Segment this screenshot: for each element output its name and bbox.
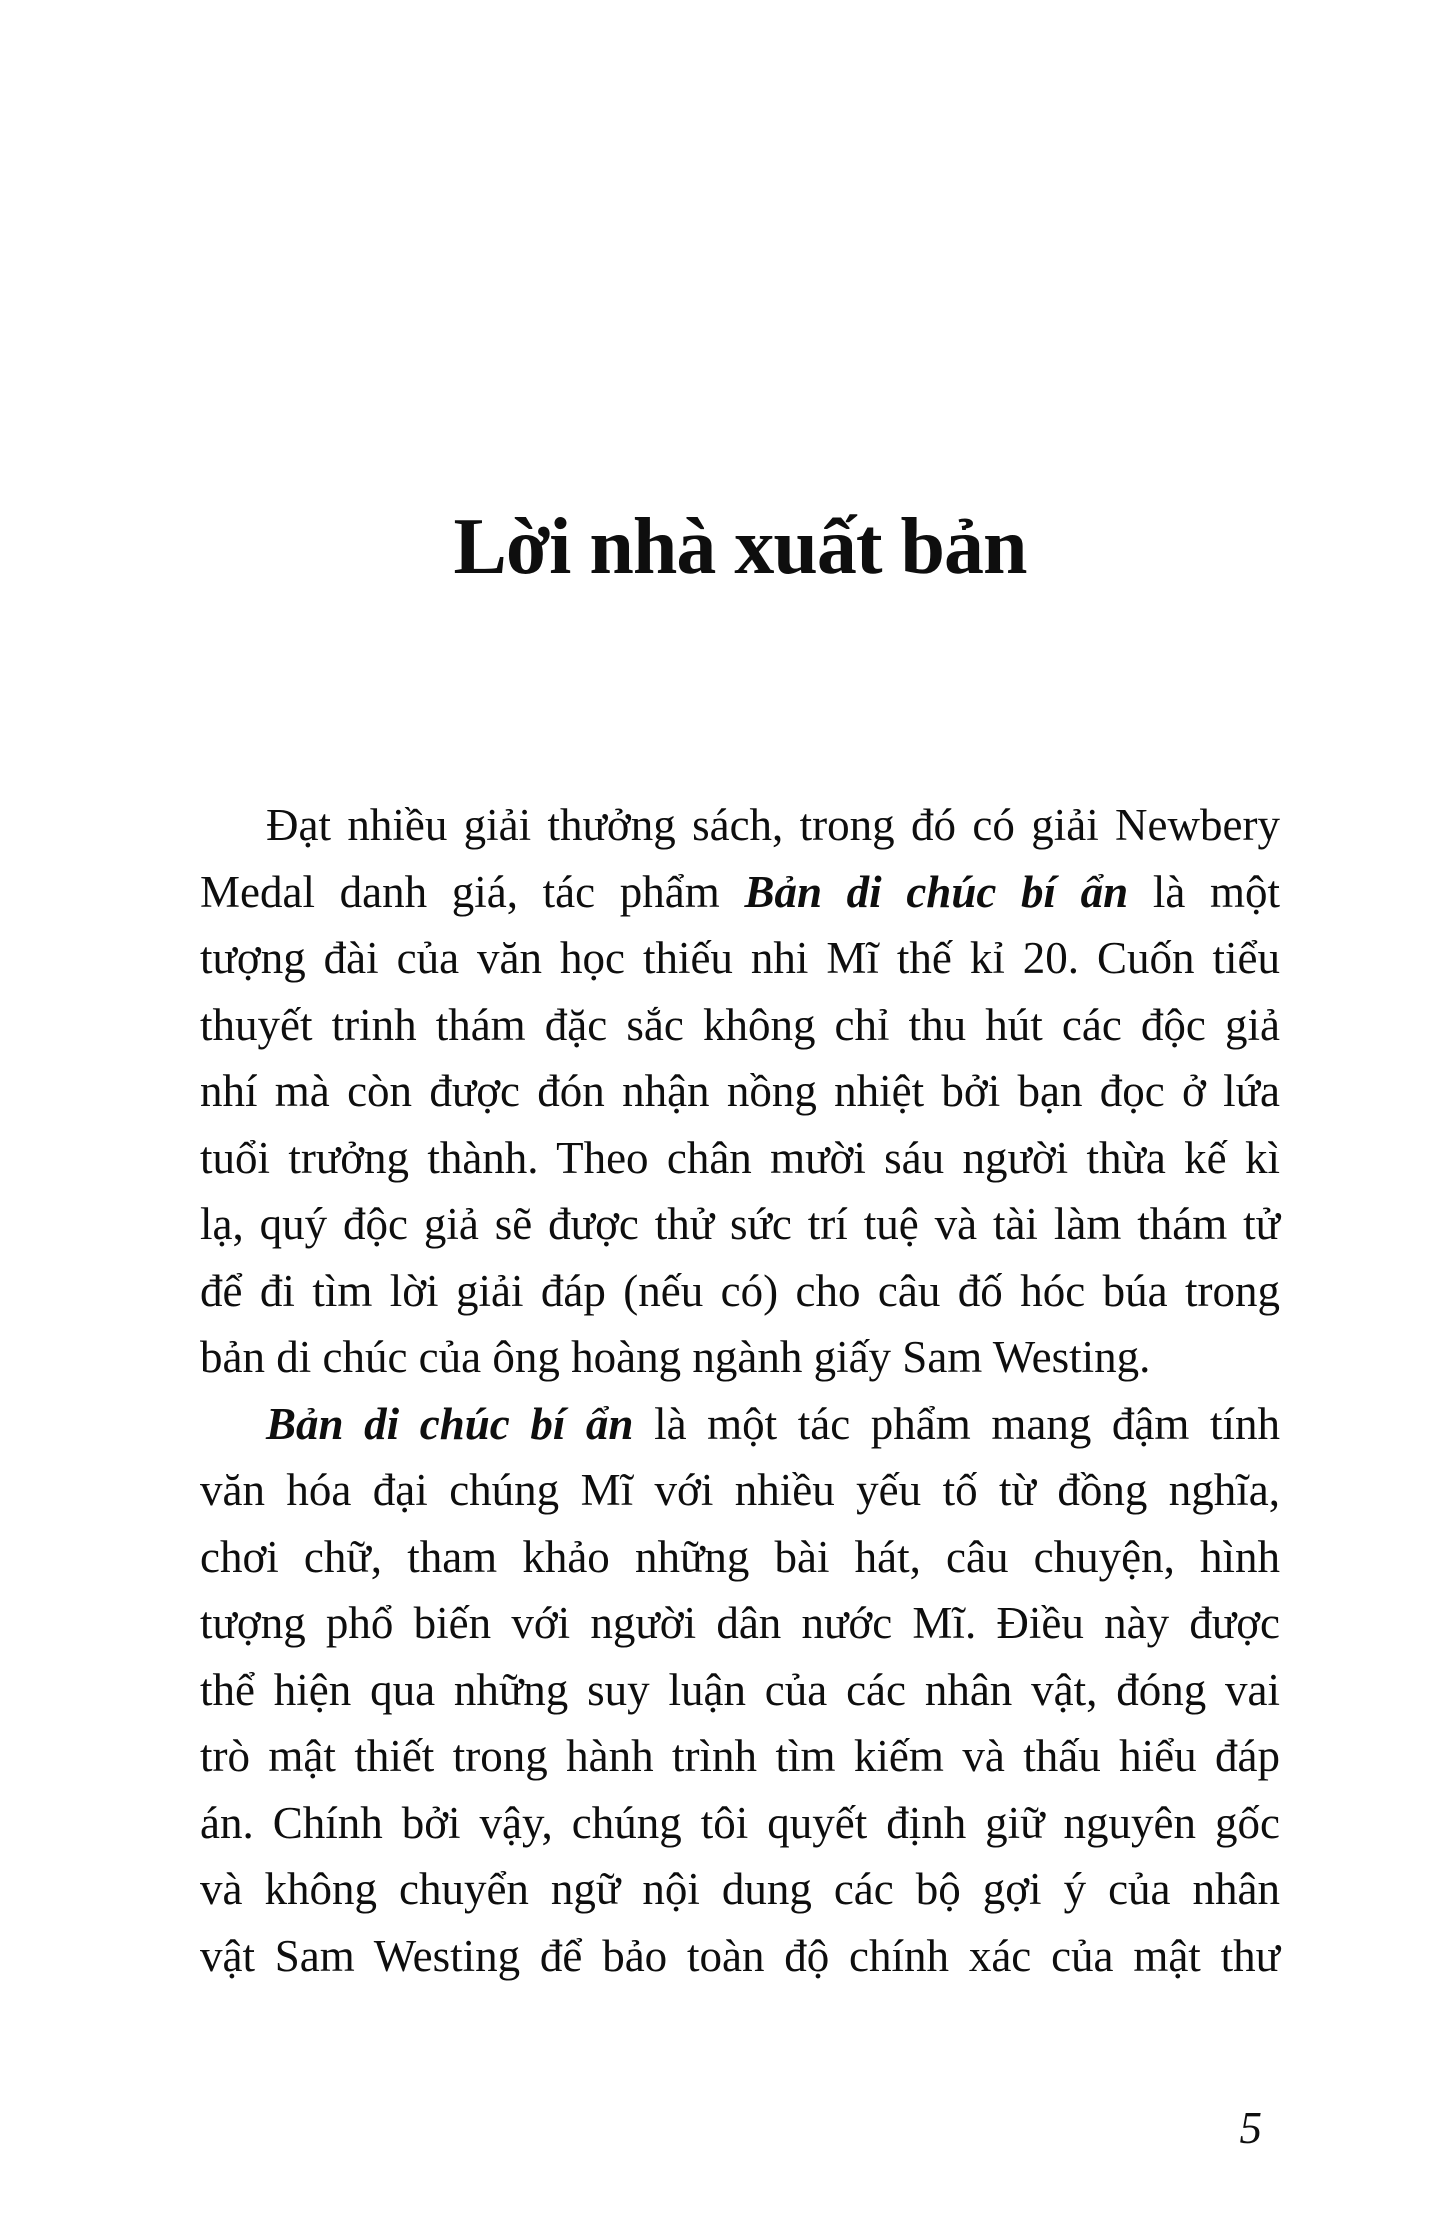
body-line — [200, 859, 1280, 926]
body-line — [200, 1657, 1280, 1724]
body-line-text: vật Sam Westing để bảo toàn độ chính xác của mật thư — [200, 1930, 1280, 1981]
body-line — [200, 1324, 1280, 1391]
body-line — [200, 992, 1280, 1059]
body-line — [200, 1258, 1280, 1325]
body-line-text: thuyết trinh thám đặc sắc không chỉ thu hút các độc giả — [200, 999, 1280, 1050]
body-line-text: là một tác phẩm mang đậm tính — [633, 1398, 1280, 1449]
body-line — [200, 1856, 1280, 1923]
body-line-text: thể hiện qua những suy luận của các nhân vật, đóng vai — [200, 1664, 1280, 1715]
body-line — [200, 1524, 1280, 1591]
body-line-text: và không chuyển ngữ nội dung các bộ gợi ý của nhân — [200, 1864, 1280, 1914]
body-line-text: tuổi trưởng thành. Theo chân mười sáu người thừa kế kì — [200, 1132, 1280, 1183]
body-line — [200, 1790, 1280, 1857]
body-line-text: Medal danh giá, tác phẩm — [200, 866, 745, 917]
body-line — [200, 1590, 1280, 1657]
page-number: 5 — [1239, 2103, 1262, 2153]
body-line-text: bản di chúc của ông hoàng ngành giấy Sam Westing. — [200, 1332, 1151, 1382]
body-line — [200, 1191, 1280, 1258]
body-line-text: để đi tìm lời giải đáp (nếu có) cho câu đố hóc búa trong — [200, 1265, 1280, 1316]
body-line — [200, 1125, 1280, 1192]
body-line — [200, 1923, 1280, 1990]
body-line-text: lạ, quý độc giả sẽ được thử sức trí tuệ và tài làm thám tử — [200, 1199, 1280, 1249]
page-title: Lời nhà xuất bản — [453, 503, 1027, 591]
body-line — [200, 1457, 1280, 1524]
body-line — [200, 1723, 1280, 1790]
body-text — [200, 792, 1280, 1989]
book-title-emphasis: Bản di chúc bí ẩn — [744, 866, 1129, 917]
body-line-text: Đạt nhiều giải thưởng sách, trong đó có giải Newbery — [266, 800, 1280, 850]
body-line-text: tượng phổ biến với người dân nước Mĩ. Điều này được — [200, 1598, 1280, 1648]
body-line-text: tượng đài của văn học thiếu nhi Mĩ thế kỉ 20. Cuốn tiểu — [200, 933, 1280, 983]
body-line-text: chơi chữ, tham khảo những bài hát, câu chuyện, hình — [200, 1531, 1280, 1582]
body-line — [200, 1391, 1280, 1458]
body-line — [200, 792, 1280, 859]
body-line-text: là một — [1128, 866, 1281, 917]
body-line — [200, 925, 1280, 992]
body-line-text: văn hóa đại chúng Mĩ với nhiều yếu tố từ đồng nghĩa, — [200, 1465, 1280, 1515]
body-line-text: án. Chính bởi vậy, chúng tôi quyết định giữ nguyên gốc — [200, 1797, 1280, 1848]
body-line-text: trò mật thiết trong hành trình tìm kiếm và thấu hiểu đáp — [200, 1731, 1280, 1781]
body-line — [200, 1058, 1280, 1125]
body-line-text: nhí mà còn được đón nhận nồng nhiệt bởi bạn đọc ở lứa — [200, 1066, 1280, 1116]
book-title-emphasis: Bản di chúc bí ẩn — [266, 1398, 634, 1449]
